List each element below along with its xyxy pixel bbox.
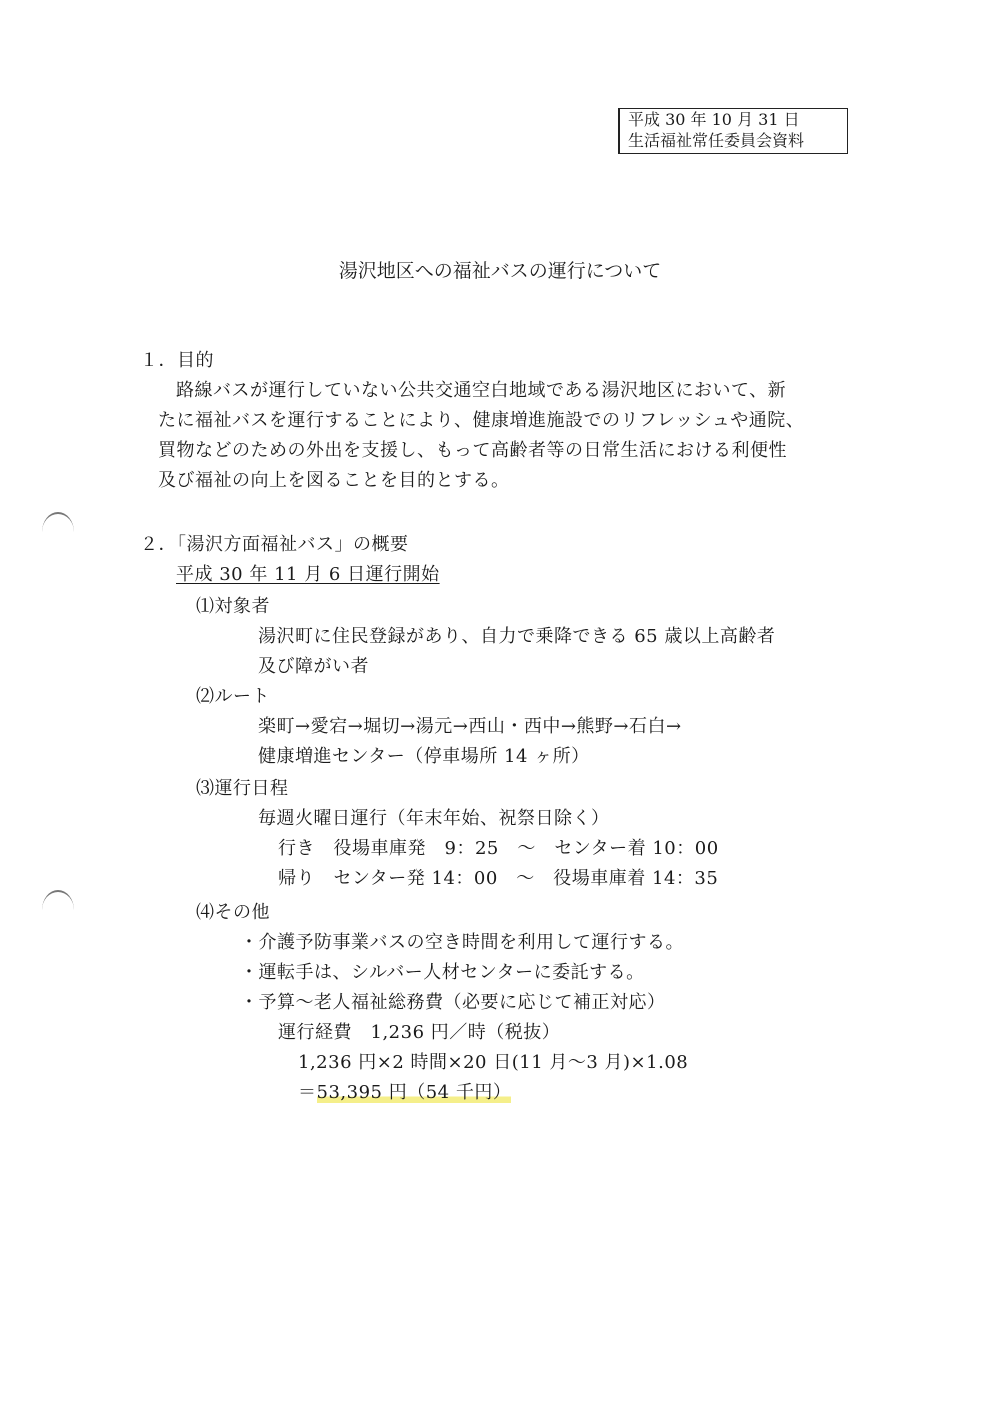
section1-line-4: 及び福祉の向上を図ることを目的とする。	[158, 470, 510, 491]
item3-label: ⑶運行日程	[196, 778, 289, 799]
item1-line-1: 湯沢町に住民登録があり、自力で乗降できる 65 歳以上高齢者	[258, 626, 776, 647]
item4-label: ⑷その他	[196, 902, 270, 923]
item3-line-3: 帰り センター発 14：00 ～ 役場車庫着 14：35	[278, 868, 719, 889]
item1-label: ⑴対象者	[196, 596, 270, 617]
item4-bullet-2: ・運転手は、シルバー人材センターに委託する。	[240, 962, 645, 983]
item2-label: ⑵ルート	[196, 686, 270, 707]
section2-heading: ２．「湯沢方面福祉バス」の概要	[140, 534, 409, 555]
item3-line-2: 行き 役場車庫発 9：25 ～ センター着 10：00	[278, 838, 719, 859]
item3-line-1: 毎週火曜日運行（年末年始、祝祭日除く）	[258, 808, 610, 829]
section1-line-3: 買物などのための外出を支援し、もって高齢者等の日常生活における利便性	[158, 440, 787, 461]
section1-heading: １．目的	[140, 350, 214, 371]
punch-hole-mark	[42, 890, 74, 910]
item2-line-2: 健康増進センター（停車場所 14 ヶ所）	[258, 746, 590, 767]
calc-line: 1,236 円×2 時間×20 日(11 月～3 月)×1.08	[298, 1052, 689, 1073]
punch-hole-mark	[42, 512, 74, 532]
header-date: 平成 30 年 10 月 31 日	[628, 110, 800, 129]
document-title: 湯沢地区への福祉バスの運行について	[338, 260, 662, 282]
cost-line: 運行経費 1,236 円／時（税抜）	[278, 1022, 561, 1043]
header-org: 生活福祉常任委員会資料	[628, 131, 805, 150]
item4-bullet-1: ・介護予防事業バスの空き時間を利用して運行する。	[240, 932, 684, 953]
result-prefix: ＝	[298, 1082, 317, 1103]
item2-line-1: 楽町→愛宕→堀切→湯元→西山・西中→熊野→石白→	[258, 716, 682, 737]
item4-bullet-3: ・予算～老人福祉総務費（必要に応じて補正対応）	[240, 992, 666, 1013]
item1-line-2: 及び障がい者	[258, 656, 369, 677]
section1-line-1: 路線バスが運行していない公共交通空白地域である湯沢地区において、新	[176, 380, 787, 401]
result-line	[298, 1078, 511, 1104]
result-value-highlighted: 53,395 円（54 千円）	[316, 1082, 512, 1103]
section1-line-2: たに福祉バスを運行することにより、健康増進施設でのリフレッシュや通院、	[158, 410, 805, 431]
header-box	[618, 108, 848, 154]
service-start-date: 平成 30 年 11 月 6 日運行開始	[176, 564, 440, 585]
